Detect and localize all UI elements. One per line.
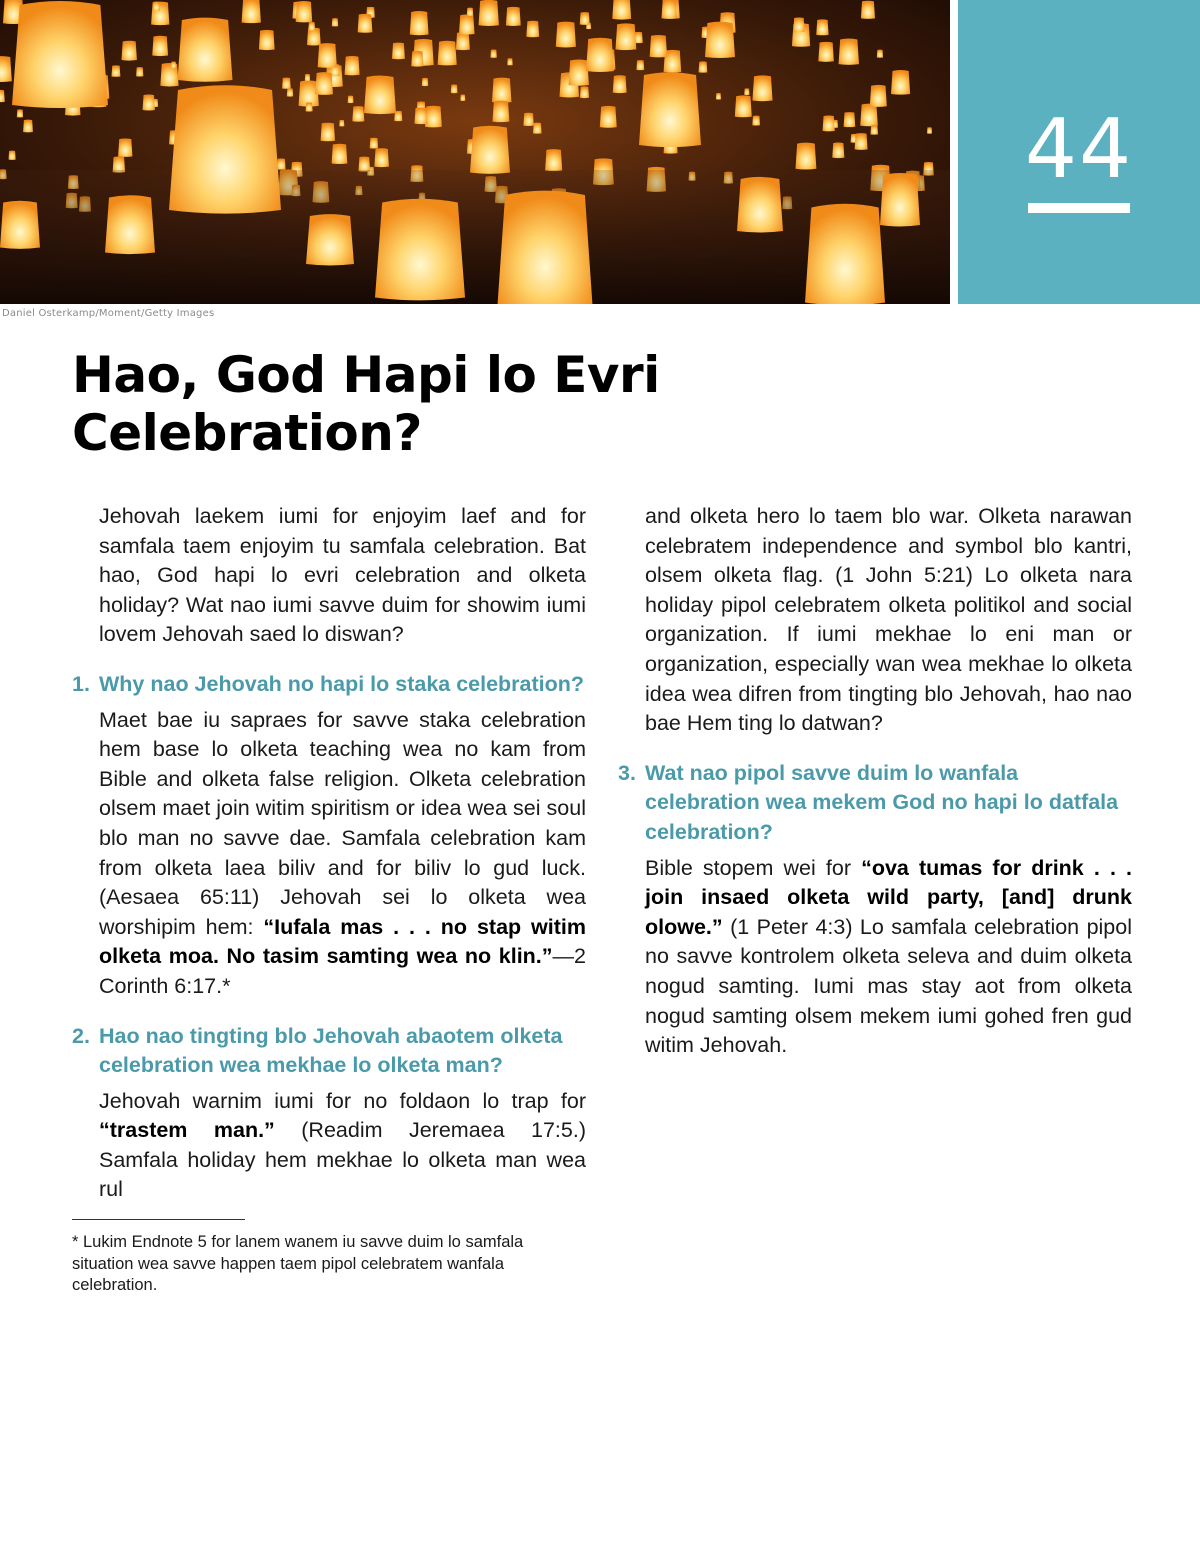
sky-lantern: [580, 12, 590, 25]
sky-lantern: [358, 157, 370, 172]
sky-lantern: [318, 43, 337, 68]
sky-lantern: [737, 177, 783, 233]
hero-photo: [0, 0, 950, 304]
sky-lantern: [870, 85, 887, 107]
sky-lantern: [425, 106, 442, 128]
sky-lantern: [308, 22, 315, 31]
sky-lantern: [490, 50, 496, 58]
sky-lantern: [716, 93, 721, 100]
lesson-number-underline: [1028, 203, 1130, 213]
sky-lantern: [332, 18, 338, 26]
sky-lantern: [823, 116, 835, 132]
sky-lantern: [375, 199, 465, 301]
sky-lantern: [370, 138, 378, 149]
question-2-text: Hao nao tingting blo Jehovah abaotem olketa celebration wea mekhae lo olketa man?: [99, 1023, 563, 1078]
answer-3: [645, 854, 1132, 1061]
question-3-number: 3.: [618, 760, 636, 785]
sky-lantern: [178, 18, 233, 82]
sky-lantern: [580, 86, 589, 98]
sky-lantern: [374, 148, 389, 167]
photo-credit: Daniel Osterkamp/Moment/Getty Images: [2, 308, 215, 319]
footnote: * Lukim Endnote 5 for lanem wanem iu savve duim lo samfala situation wea savve happen taem pipol celebratem wanfala celebration.: [72, 1233, 524, 1294]
sky-lantern: [306, 102, 313, 111]
sky-lantern: [752, 116, 760, 126]
sky-lantern: [0, 201, 40, 249]
sky-lantern: [169, 85, 281, 213]
sky-lantern: [752, 75, 772, 101]
sky-lantern: [661, 0, 677, 19]
sky-lantern: [136, 67, 143, 76]
sky-lantern: [545, 149, 562, 171]
sky-lantern: [479, 0, 499, 26]
sky-lantern: [600, 106, 617, 128]
sky-lantern: [650, 35, 667, 57]
sky-lantern: [844, 112, 856, 127]
sky-lantern: [861, 1, 875, 19]
sky-lantern: [805, 204, 885, 304]
answer-1-quote: “Iufala mas . . . no stap witim olketa moa. No tasim samting wea no klin.”: [99, 914, 587, 969]
sky-lantern: [348, 96, 354, 103]
sky-lantern: [152, 36, 168, 56]
sky-lantern: [507, 58, 512, 65]
sky-lantern: [492, 78, 511, 103]
sky-lantern: [121, 41, 136, 61]
question-2-number: 2.: [72, 1023, 90, 1048]
sky-lantern: [533, 123, 542, 134]
lesson-number: 44: [1024, 102, 1134, 197]
sky-lantern: [12, 1, 108, 108]
page-title: Hao, God Hapi lo Evri Celebration?: [72, 346, 660, 462]
sky-lantern: [735, 95, 752, 117]
sky-lantern: [818, 42, 834, 62]
sky-lantern: [556, 22, 576, 48]
sky-lantern: [259, 30, 275, 50]
sky-lantern: [526, 21, 539, 37]
sky-lantern: [321, 123, 335, 142]
sky-lantern: [277, 158, 286, 169]
sky-lantern: [23, 120, 33, 133]
sky-lantern: [459, 15, 475, 35]
answer-3-text: Bible stopem wei for: [645, 855, 862, 880]
sky-lantern: [470, 126, 510, 174]
sky-lantern: [613, 75, 627, 93]
sky-lantern: [0, 56, 12, 82]
sky-lantern: [410, 11, 429, 35]
sky-lantern: [339, 120, 344, 127]
sky-lantern: [793, 17, 804, 32]
sky-lantern: [877, 50, 883, 58]
sky-lantern: [586, 38, 614, 72]
sky-lantern: [0, 90, 5, 102]
sky-lantern: [315, 72, 333, 95]
intro-paragraph: Jehovah laekem iumi for enjoyim laef and for samfala taem enjoyim tu samfala celebration. Bat hao, God hapi lo evri celebration and olketa holiday? Wat nao iumi savve duim for showim iumi lovem Jehovah saed lo diswan?: [99, 504, 586, 647]
answer-1-citation: —2 Corinth 6:17.*: [99, 944, 586, 998]
sky-lantern: [332, 144, 348, 164]
sky-lantern: [699, 61, 708, 72]
sky-lantern: [492, 100, 509, 122]
sky-lantern: [352, 106, 364, 121]
sky-lantern: [506, 7, 521, 26]
sky-lantern: [705, 22, 735, 58]
sky-lantern: [282, 78, 291, 89]
sky-lantern: [345, 56, 360, 75]
answer-2-quote: “trastem man.”: [99, 1118, 275, 1143]
sky-lantern: [855, 133, 868, 150]
sky-lantern: [296, 1, 313, 22]
sky-lantern: [832, 143, 844, 159]
sky-lantern: [105, 195, 155, 254]
sky-lantern: [118, 138, 132, 156]
sky-lantern: [636, 60, 644, 70]
sky-lantern: [451, 85, 458, 94]
sky-lantern: [358, 14, 373, 33]
sky-lantern: [615, 23, 636, 50]
sky-lantern: [456, 32, 470, 50]
sky-lantern: [523, 113, 533, 126]
sky-lantern: [287, 88, 293, 96]
sky-lantern: [438, 41, 457, 66]
question-1-number: 1.: [72, 671, 90, 696]
question-2: [72, 1022, 586, 1081]
sky-lantern: [17, 109, 23, 117]
sky-lantern: [392, 43, 405, 60]
answer-3-quote: “ova tumas for drink . . . join insaed olketa wild party, [and] drunk olowe.”: [645, 855, 1132, 939]
sky-lantern: [839, 39, 859, 65]
sky-lantern: [795, 143, 816, 170]
answer-2-text: Jehovah warnim iumi for no foldaon lo trap for: [99, 1088, 586, 1113]
sky-lantern: [305, 74, 310, 81]
sky-lantern: [153, 2, 160, 11]
answer-2-text-cont: (Readim Jeremaea 17:5.) Samfala holiday hem mekhae lo olketa man wea rul: [99, 1118, 586, 1202]
answer-3-text-cont: (1 Peter 4:3) Lo samfala celebration pipol no savve kontrolem olketa seleva and duim olketa nogud samting. Iumi mas stay aot from olketa nogud samting olsem mekem iumi gohed fren gud witim Jehovah.: [645, 914, 1132, 1058]
answer-1: [99, 706, 586, 1002]
sky-lantern: [639, 72, 701, 147]
sky-lantern: [171, 61, 176, 68]
right-column: [618, 502, 1132, 1061]
sky-lantern: [411, 51, 423, 67]
sky-lantern: [880, 173, 920, 227]
sky-lantern: [467, 8, 473, 16]
lantern-photo-illustration: [0, 0, 950, 304]
left-column: [72, 502, 586, 1205]
sky-lantern: [569, 60, 589, 86]
sky-lantern: [744, 88, 749, 95]
sky-lantern: [891, 70, 910, 95]
sky-lantern: [306, 214, 354, 265]
question-3: [618, 759, 1132, 848]
sky-lantern: [870, 125, 878, 135]
answer-2: [99, 1087, 586, 1205]
answer-1-text: Maet bae iu sapraes for savve staka celebration hem base lo olketa teaching wea no kam from Bible and olketa false religion. Olketa celebration olsem maet join witim spiritism or idea wea sei soul blo man no savve dae. Samfala celebration kam from olketa laea biliv and for biliv lo gud luck. (Aesaea 65:11) Jehovah sei lo olketa wea worshipim hem:: [99, 707, 586, 939]
footnote-divider: [72, 1219, 245, 1220]
sky-lantern: [143, 95, 155, 111]
answer-2-continued: and olketa hero lo taem blo war. Olketa narawan celebratem independence and symbol blo kantri, olsem olketa flag. (1 John 5:21) Lo olketa nara holiday pipol celebratem olketa politikol and social organization. If iumi mekhae lo eni man or organization, especially wan wea mekhae lo olketa idea wea difren from tingting blo Jehovah, hao nao bae Hem ting lo datwan?: [645, 504, 1132, 736]
sky-lantern: [111, 65, 120, 76]
sky-lantern: [816, 19, 828, 35]
sky-lantern: [498, 191, 593, 304]
question-1: [72, 670, 586, 700]
sky-lantern: [612, 0, 631, 20]
sky-lantern: [9, 151, 16, 160]
question-1-text: Why nao Jehovah no hapi lo staka celebration?: [99, 671, 585, 696]
sky-lantern: [414, 108, 427, 125]
question-3-text: Wat nao pipol savve duim lo wanfala celebration wea mekem God no hapi lo datfala celebration?: [645, 760, 1119, 844]
sky-lantern: [460, 94, 465, 100]
sky-lantern: [927, 127, 932, 133]
sky-lantern: [242, 0, 261, 23]
lesson-number-box: [958, 0, 1200, 304]
sky-lantern: [860, 104, 878, 127]
sky-lantern: [364, 76, 396, 115]
sky-lantern: [422, 78, 428, 86]
